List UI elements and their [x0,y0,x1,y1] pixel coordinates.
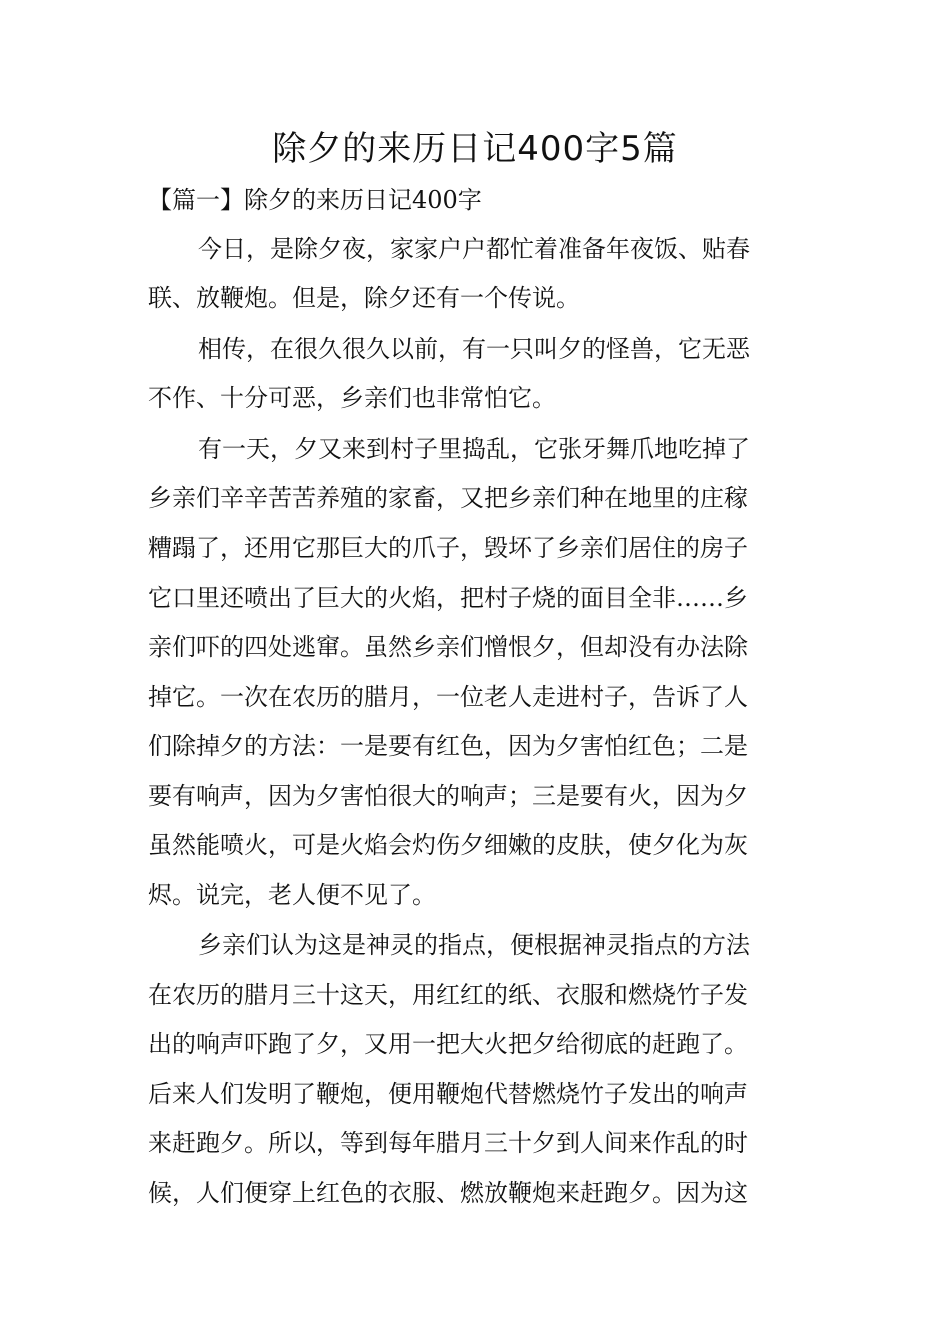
paragraph-line: 掉它。一次在农历的腊月，一位老人走进村子，告诉了人 [148,683,748,711]
paragraph-line: 糟蹋了，还用它那巨大的爪子，毁坏了乡亲们居住的房子 [148,534,748,562]
paragraph-line: 出的响声吓跑了夕，又用一把大火把夕给彻底的赶跑了。 [148,1030,748,1058]
paragraph-line: 虽然能喷火，可是火焰会灼伤夕细嫩的皮肤，使夕化为灰 [148,831,748,859]
paragraph-line: 烬。说完，老人便不见了。 [148,881,436,909]
paragraph-line: 乡亲们认为这是神灵的指点，便根据神灵指点的方法 [198,931,750,959]
paragraph-line: 来赶跑夕。所以，等到每年腊月三十夕到人间来作乱的时 [148,1129,748,1157]
section-heading: 【篇一】除夕的来历日记400字 [148,186,482,214]
paragraph-line: 乡亲们辛辛苦苦养殖的家畜，又把乡亲们种在地里的庄稼 [148,484,748,512]
paragraph-line: 们除掉夕的方法：一是要有红色，因为夕害怕红色；二是 [148,732,748,760]
paragraph-line: 有一天，夕又来到村子里捣乱，它张牙舞爪地吃掉了 [198,435,750,463]
paragraph-line: 后来人们发明了鞭炮，便用鞭炮代替燃烧竹子发出的响声 [148,1080,748,1108]
paragraph-line: 亲们吓的四处逃窜。虽然乡亲们憎恨夕，但却没有办法除 [148,633,748,661]
paragraph-line: 联、放鞭炮。但是，除夕还有一个传说。 [148,284,580,312]
paragraph-line: 在农历的腊月三十这天，用红红的纸、衣服和燃烧竹子发 [148,981,748,1009]
paragraph-line: 今日，是除夕夜，家家户户都忙着准备年夜饭、贴春 [198,235,750,263]
paragraph-line: 相传，在很久很久以前，有一只叫夕的怪兽，它无恶 [198,335,750,363]
document-title: 除夕的来历日记400字5篇 [272,129,678,169]
paragraph-line: 要有响声，因为夕害怕很大的响声；三是要有火，因为夕 [148,782,748,810]
paragraph-line: 候，人们便穿上红色的衣服、燃放鞭炮来赶跑夕。因为这 [148,1179,748,1207]
paragraph-line: 它口里还喷出了巨大的火焰，把村子烧的面目全非……乡 [148,584,748,612]
paragraph-line: 不作、十分可恶，乡亲们也非常怕它。 [148,384,556,412]
